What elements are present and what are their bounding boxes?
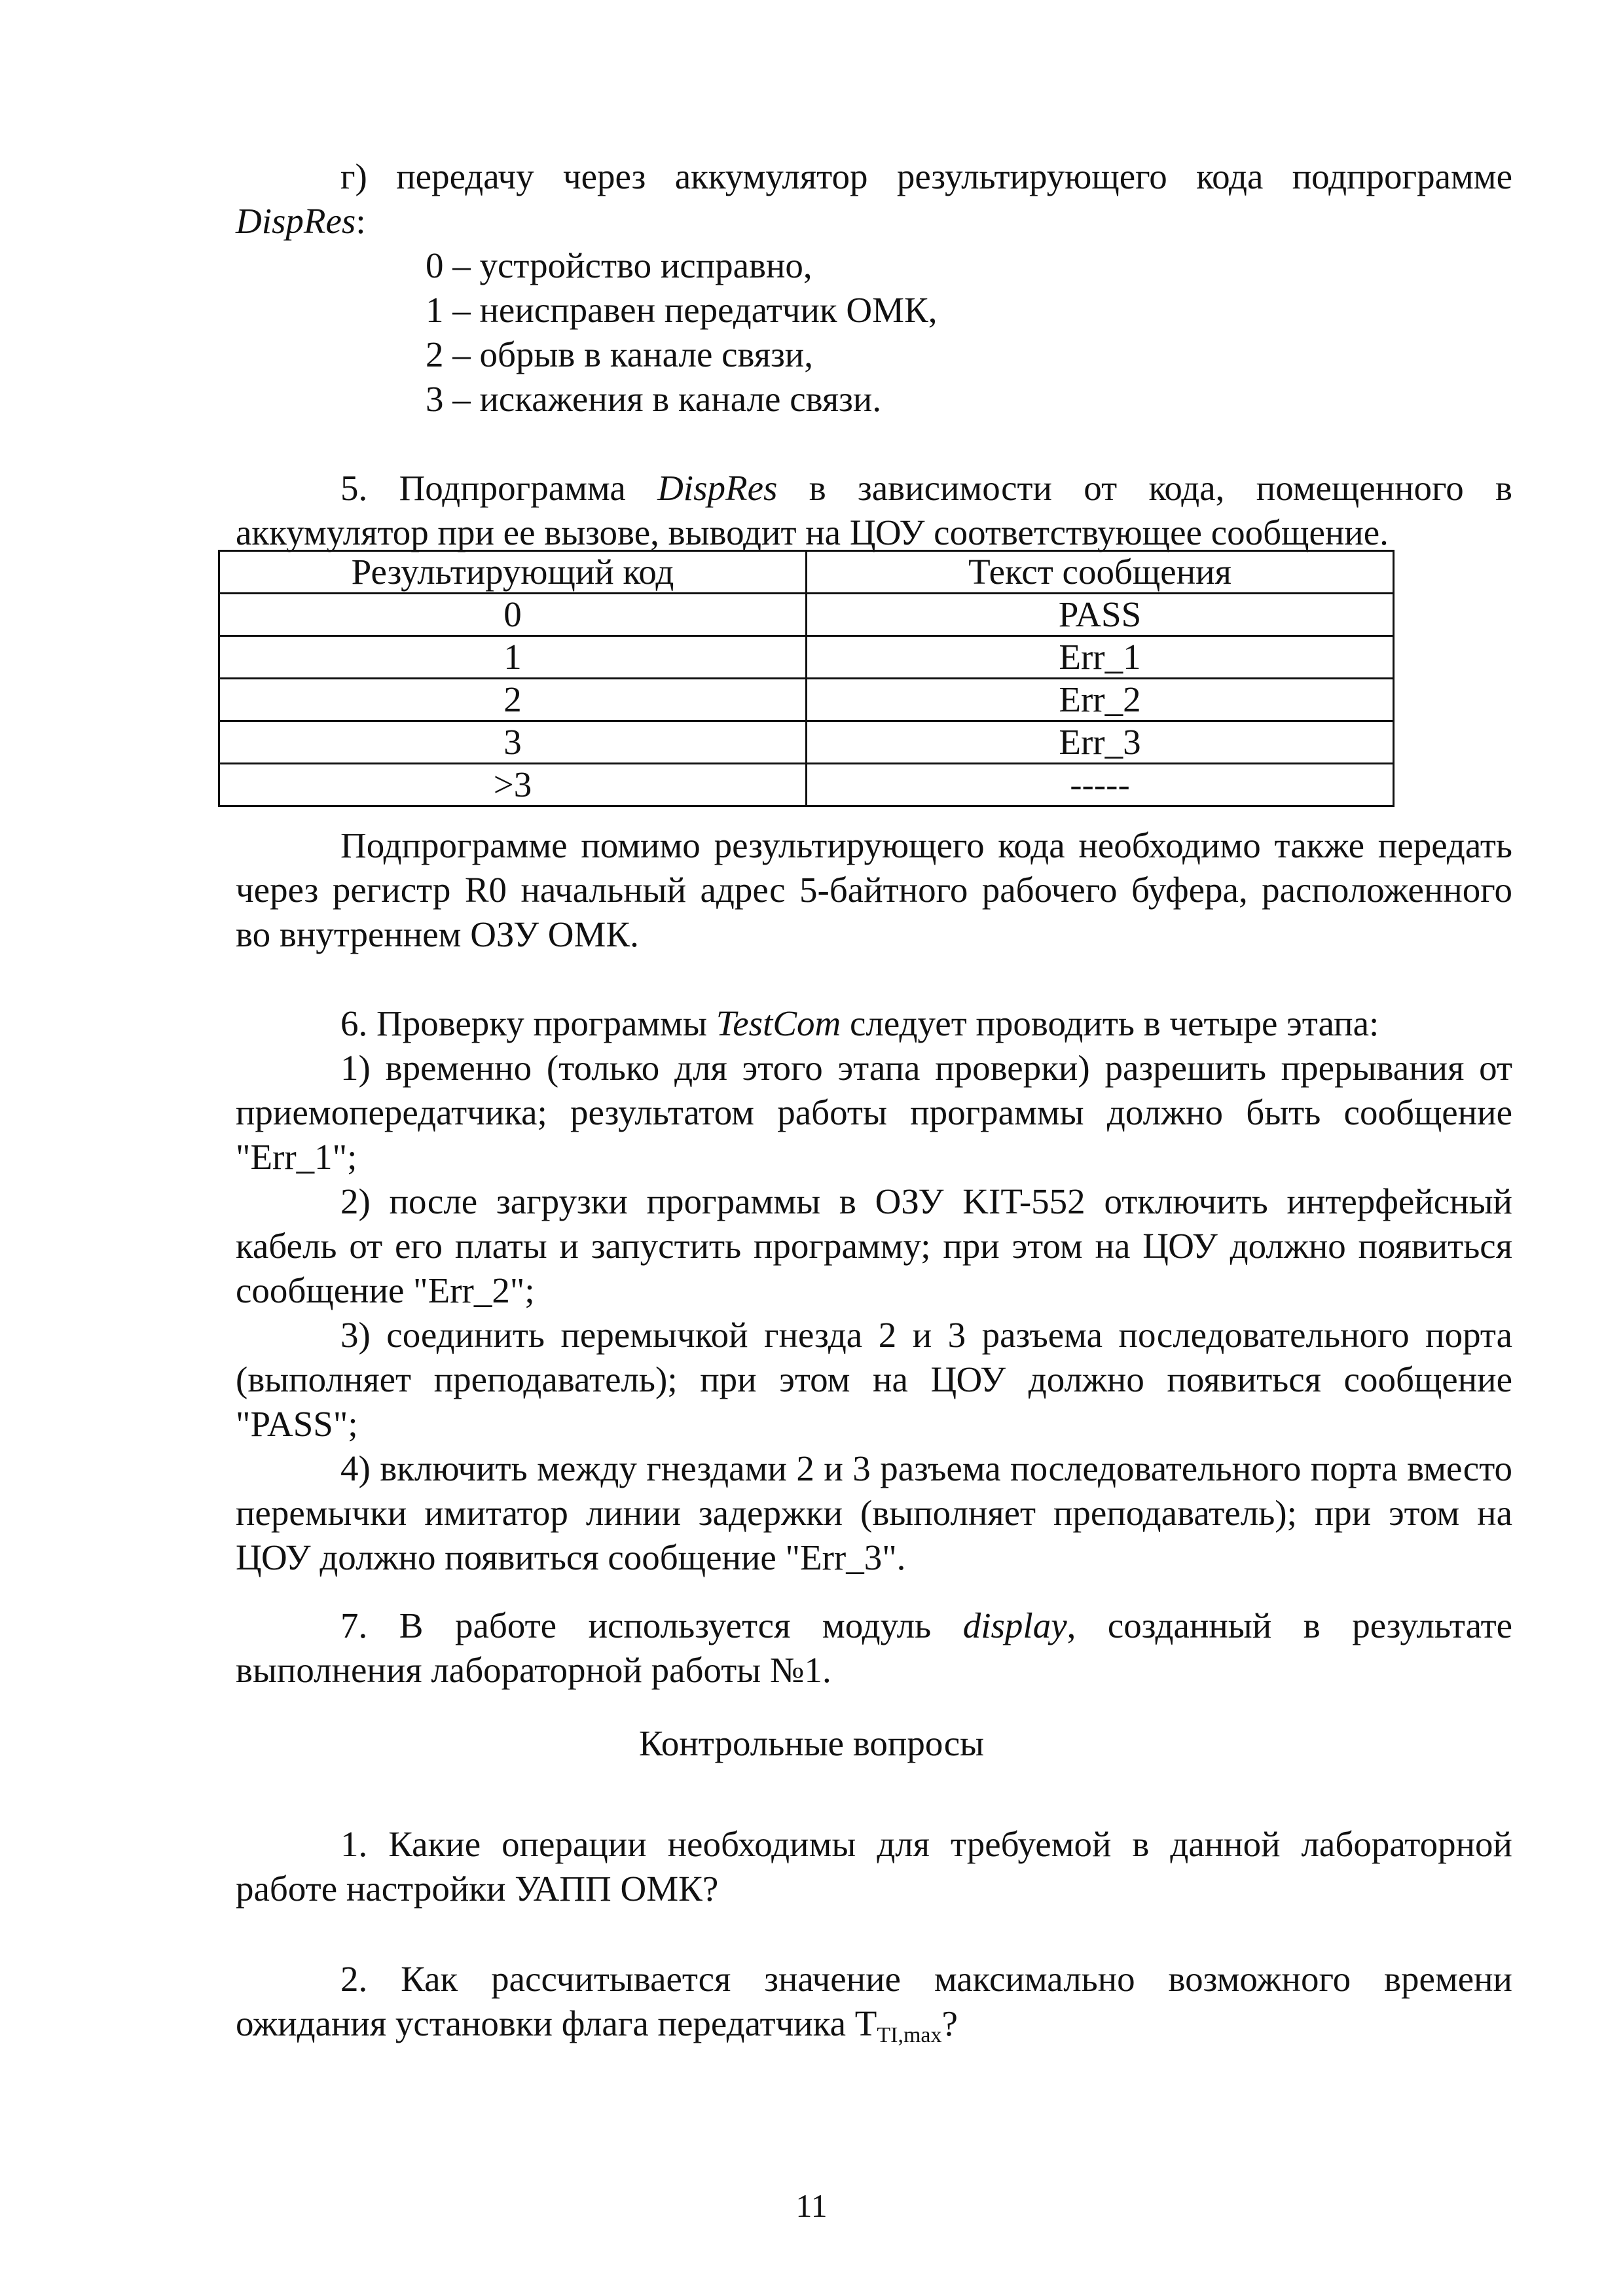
page-number: 11 — [795, 2187, 828, 2224]
item-g-text: г) передачу через аккумулятор результирующего кода подпрограмме — [340, 156, 1512, 196]
item-6-step: 4) включить между гнездами 2 и 3 разъема последовательного порта вместо перемычки имитатор линии задержки (выполняет преподаватель); при этом на ЦОУ должно появиться сообщение "Err_3". — [236, 1448, 1512, 1577]
code-list-item: 2 – обрыв в канале связи, — [426, 334, 813, 374]
item-6-text: 6. Проверку программы — [340, 1003, 716, 1043]
table-cell-code: 0 — [219, 594, 807, 636]
table-row — [219, 764, 1394, 806]
item-g-text-end: : — [356, 201, 366, 241]
item-6-step: 1) временно (только для этого этапа проверки) разрешить прерывания от приемопередатчика; результатом работы программы должно быть сообщение "Err_1"; — [236, 1048, 1512, 1177]
item-6-paragraph — [236, 1001, 1512, 1046]
table-row — [219, 721, 1394, 764]
item-6-step: 3) соединить перемычкой гнезда 2 и 3 разъема последовательного порта (выполняет преподаватель); при этом на ЦОУ должно появиться сообщение "PASS"; — [236, 1315, 1512, 1444]
table-header-message: Текст сообщения — [807, 551, 1394, 594]
question-2-text: 2. Как рассчитывается значение максимально возможного времени ожидания установки флага передатчика — [236, 1959, 1512, 2043]
item-7-module-name: display — [962, 1605, 1067, 1645]
table-cell-message: PASS — [807, 594, 1394, 636]
table-row — [219, 679, 1394, 721]
code-list-item: 1 – неисправен передатчик ОМК, — [426, 290, 938, 330]
table-header-code: Результирующий код — [219, 551, 807, 594]
item-6-step: 2) после загрузки программы в ОЗУ KIT-552 отключить интерфейсный кабель от его платы и запустить программу; при этом на ЦОУ должно появиться сообщение "Err_2"; — [236, 1181, 1512, 1310]
item-5-text: 5. Подпрограмма — [340, 468, 658, 508]
table-cell-message: Err_1 — [807, 636, 1394, 679]
item-6-text-end: следует проводить в четыре этапа: — [841, 1003, 1379, 1043]
code-list-item: 3 – искажения в канале связи. — [426, 379, 882, 419]
question-2-subscript: TI,max — [877, 2023, 942, 2047]
item-7-text: 7. В работе используется модуль — [340, 1605, 963, 1645]
table-cell-code: 1 — [219, 636, 807, 679]
question-2 — [236, 1957, 1512, 2046]
item-7-text-end: , созданный в результате выполнения лабораторной работы №1. — [236, 1605, 1513, 1690]
table-cell-message: ----- — [807, 764, 1394, 806]
table-row — [219, 636, 1394, 679]
question-2-text-end: ? — [941, 2003, 958, 2043]
item-6-program-name: TestCom — [716, 1003, 841, 1043]
table-cell-code: 2 — [219, 679, 807, 721]
after-table-paragraph: Подпрограмме помимо результирующего кода необходимо также передать через регистр R0 начальный адрес 5-байтного рабочего буфера, расположенного во внутреннем ОЗУ ОМК. — [236, 825, 1512, 954]
questions-heading: Контрольные вопросы — [638, 1723, 985, 1763]
item-5-text-end: в зависимости от кода, помещенного в аккумулятор при ее вызове, выводит на ЦОУ соответствующее сообщение. — [236, 468, 1512, 552]
item-7-paragraph — [236, 1604, 1512, 1693]
table-header-row — [219, 551, 1394, 594]
question-2-symbol: T — [854, 2003, 877, 2043]
item-g-paragraph — [236, 154, 1512, 243]
table-row — [219, 594, 1394, 636]
item-5-routine-name: DispRes — [657, 468, 778, 508]
code-list-item: 0 – устройство исправно, — [426, 245, 812, 285]
item-5-paragraph — [236, 466, 1512, 555]
table-cell-code: 3 — [219, 721, 807, 764]
result-code-table — [218, 550, 1395, 807]
table-cell-message: Err_3 — [807, 721, 1394, 764]
table-cell-code: >3 — [219, 764, 807, 806]
table-cell-message: Err_2 — [807, 679, 1394, 721]
question-1: 1. Какие операции необходимы для требуемой в данной лабораторной работе настройки УАПП ОМК? — [236, 1824, 1512, 1909]
item-g-routine-name: DispRes — [236, 201, 356, 241]
